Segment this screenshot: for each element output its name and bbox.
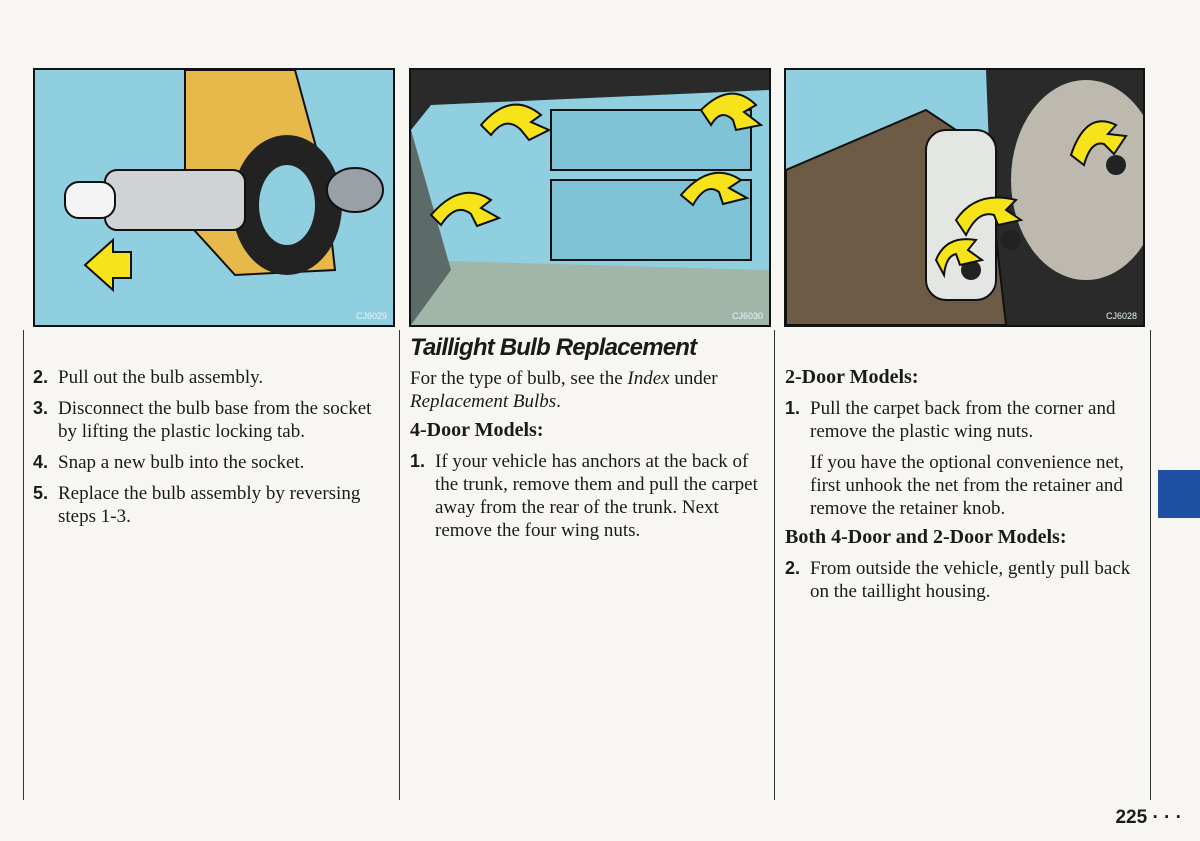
step-text: If your vehicle has anchors at the back of the trunk, remove them and pull the carpet away from the rear of the trunk. Next remove the four wing nuts. — [435, 451, 758, 541]
column-divider — [1150, 330, 1151, 800]
step-text: Replace the bulb assembly by reversing steps 1-3. — [58, 483, 361, 527]
carpet-wing-nuts-illustration — [784, 68, 1145, 327]
step-number: 2. — [33, 367, 49, 387]
carpet-wing-nuts-icon — [786, 70, 1143, 325]
section-tab-marker — [1158, 470, 1200, 518]
step-item — [410, 450, 765, 542]
intro-text: For the type of bulb, see the — [410, 368, 628, 389]
step-number: 2. — [785, 558, 801, 578]
column-divider — [774, 330, 775, 800]
two-door-column — [785, 366, 1140, 611]
step-text: Pull out the bulb assembly. — [58, 367, 264, 388]
bulb-steps-column — [33, 366, 373, 536]
step-item — [33, 366, 373, 389]
taillight-column — [410, 334, 765, 550]
trunk-wing-nuts-illustration — [409, 68, 771, 327]
section-heading: Taillight Bulb Replacement — [410, 334, 697, 361]
step-text: Snap a new bulb into the socket. — [58, 452, 305, 473]
subheading-both-models: Both 4-Door and 2-Door Models: — [785, 526, 1067, 548]
column-divider — [23, 330, 24, 800]
step-number: 1. — [410, 451, 426, 471]
step-number: 3. — [33, 398, 49, 418]
step-number: 5. — [33, 483, 49, 503]
intro-paragraph — [410, 367, 765, 413]
index-reference: Index — [627, 368, 670, 389]
step-item — [785, 397, 1140, 443]
step-text: Disconnect the bulb base from the socket by lifting the plastic locking tab. — [58, 398, 372, 442]
bulb-removal-illustration — [33, 68, 395, 327]
step-text: Pull the carpet back from the corner and remove the plastic wing nuts. — [810, 398, 1116, 442]
intro-text: under — [669, 368, 718, 389]
trunk-wing-nuts-icon — [411, 70, 769, 325]
figure-code: CJ6028 — [1105, 311, 1137, 321]
step-item — [33, 397, 373, 443]
step-item — [33, 482, 373, 528]
bulb-removal-icon — [35, 70, 393, 325]
step-item — [33, 451, 373, 474]
subheading-4-door: 4-Door Models: — [410, 419, 544, 441]
page-number: 225 · · · — [1115, 807, 1182, 828]
intro-text: . — [556, 391, 561, 412]
convenience-net-note: If you have the optional convenience net, first unhook the net from the retainer and remove the retainer knob. — [810, 452, 1124, 519]
step-number: 1. — [785, 398, 801, 418]
step-number: 4. — [33, 452, 49, 472]
step-text: From outside the vehicle, gently pull back on the taillight housing. — [810, 558, 1131, 602]
subheading-2-door: 2-Door Models: — [785, 366, 919, 388]
figure-code: CJ6030 — [731, 311, 763, 321]
replacement-bulbs-reference: Replacement Bulbs — [410, 391, 557, 412]
column-divider — [399, 330, 400, 800]
figure-code: CJ6029 — [355, 311, 387, 321]
step-item — [785, 557, 1140, 603]
